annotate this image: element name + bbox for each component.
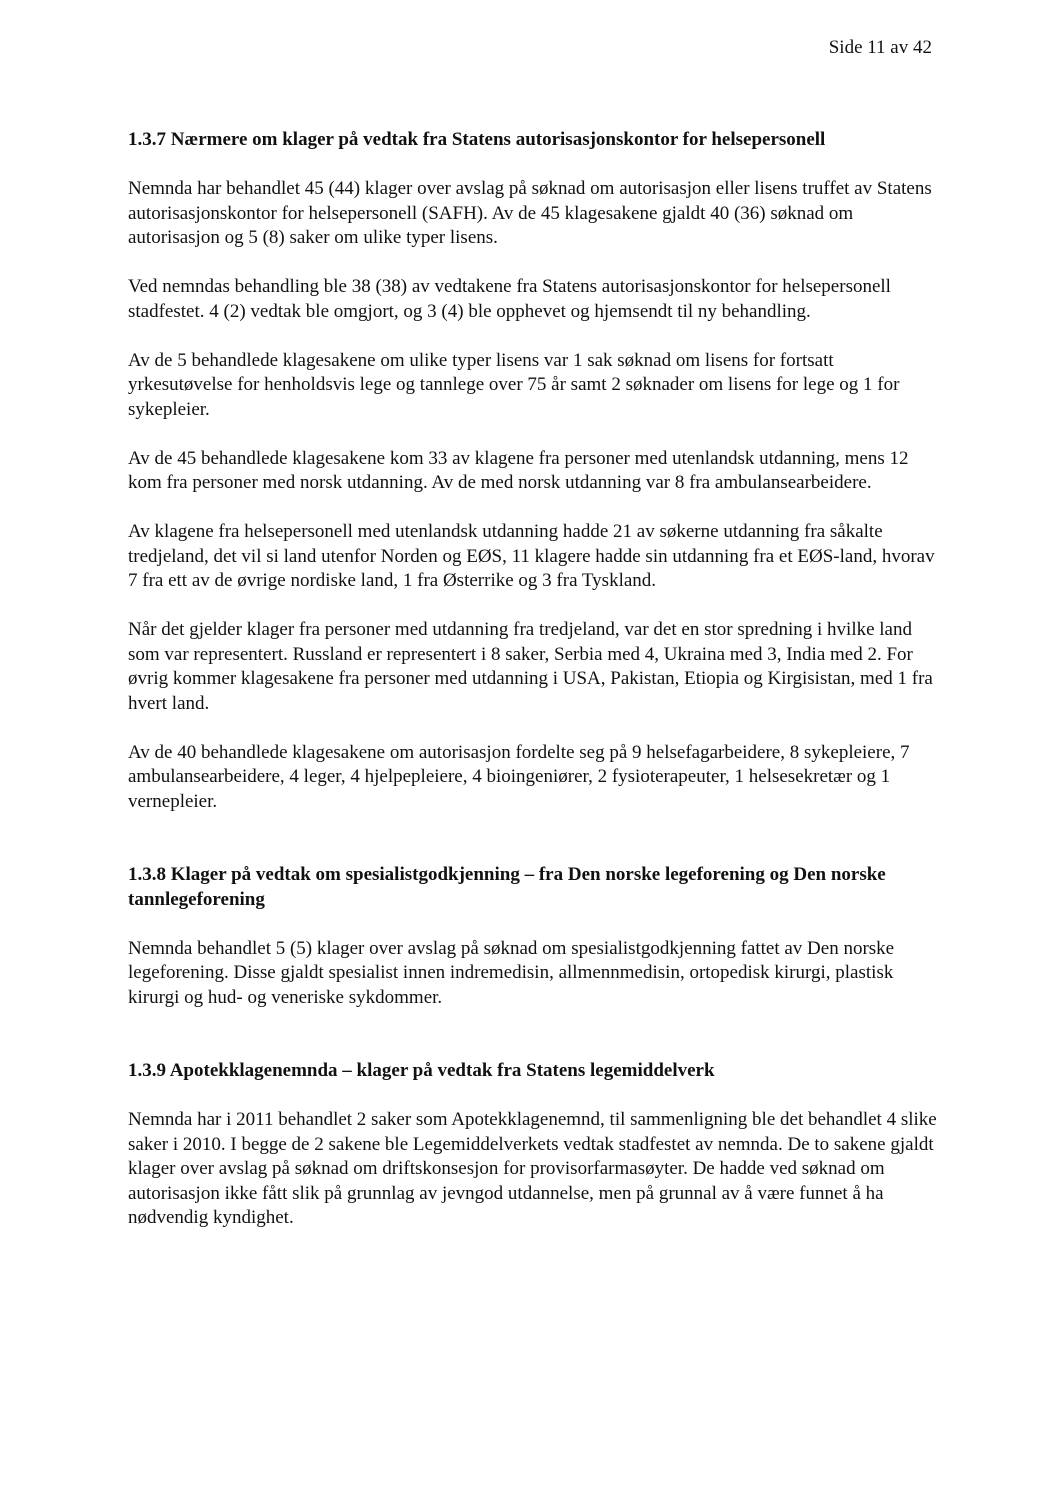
paragraph: Av klagene fra helsepersonell med utenlandsk utdanning hadde 21 av søkerne utdanning fra såkalte tredjeland, det vil si land utenfor Norden og EØS, 11 klagere hadde sin utdanning fra et EØS-land, hvorav 7 fra ett av de øvrige nordiske land, 1 fra Østerrike og 3 fra Tyskland. (128, 521, 935, 591)
paragraph: Nemnda behandlet 5 (5) klager over avslag på søknad om spesialistgodkjenning fattet av Den norske legeforening. Disse gjaldt spesialist innen indremedisin, allmennmedisin, ortopedisk kirurgi, plastisk kirurgi og hud- og veneriske sykdommer. (128, 937, 895, 1008)
section-1-3-9 (128, 1059, 938, 1231)
paragraph: Ved nemndas behandling ble 38 (38) av vedtakene fra Statens autorisasjonskontor for helsepersonell stadfestet. 4 (2) vedtak ble omgjort, og 3 (4) ble opphevet og hjemsendt til ny behandling. (128, 276, 891, 322)
section-1-3-7 (128, 128, 938, 814)
paragraph: Nemnda har i 2011 behandlet 2 saker som Apotekklagenemnd, til sammenligning ble det behandlet 4 slike saker i 2010. I begge de 2 sakene ble Legemiddelverkets vedtak stadfestet av nemnda. De to sakene gjaldt klager over avslag på søknad om driftskonsesjon for provisorfarmasøyter. De hadde ved søknad om autorisasjon ikke fått slik på grunnlag av jevngod utdannelse, men på grunnal av å være funnet å ha nødvendig kyndighet. (128, 1109, 937, 1228)
section-heading: 1.3.9 Apotekklagenemnda – klager på vedtak fra Statens legemiddelverk (128, 1060, 715, 1081)
paragraph: Nemnda har behandlet 45 (44) klager over avslag på søknad om autorisasjon eller lisens truffet av Statens autorisasjonskontor for helsepersonell (SAFH). Av de 45 klagesakene gjaldt 40 (36) søknad om autorisasjon og 5 (8) saker om ulike typer lisens. (128, 178, 932, 248)
section-1-3-8 (128, 863, 938, 1010)
paragraph: Av de 40 behandlede klagesakene om autorisasjon fordelte seg på 9 helsefagarbeidere, 8 sykepleiere, 7 ambulansearbeidere, 4 leger, 4 hjelpepleiere, 4 bioingeniører, 2 fysioterapeuter, 1 helsesekretær og 1 vernepleier. (128, 741, 910, 812)
paragraph: Av de 45 behandlede klagesakene kom 33 av klagene fra personer med utenlandsk utdanning, mens 12 kom fra personer med norsk utdanning. Av de med norsk utdanning var 8 fra ambulansearbeidere. (128, 447, 909, 493)
page-number: Side 11 av 42 (828, 37, 932, 58)
page-content (128, 128, 938, 1231)
section-heading: 1.3.7 Nærmere om klager på vedtak fra Statens autorisasjonskontor for helsepersonell (128, 129, 826, 150)
paragraph: Av de 5 behandlede klagesakene om ulike typer lisens var 1 sak søknad om lisens for fortsatt yrkesutøvelse for henholdsvis lege og tannlege over 75 år samt 2 søknader om lisens for lege og 1 for sykepleier. (128, 349, 900, 420)
section-heading: 1.3.8 Klager på vedtak om spesialistgodkjenning – fra Den norske legeforening og Den norske tannlegeforening (128, 864, 886, 910)
paragraph: Når det gjelder klager fra personer med utdanning fra tredjeland, var det en stor spredning i hvilke land som var representert. Russland er representert i 8 saker, Serbia med 4, Ukraina med 3, India med 2. For øvrig kommer klagesakene fra personer med utdanning i USA, Pakistan, Etiopia og Kirgisistan, med 1 fra hvert land. (128, 619, 933, 714)
